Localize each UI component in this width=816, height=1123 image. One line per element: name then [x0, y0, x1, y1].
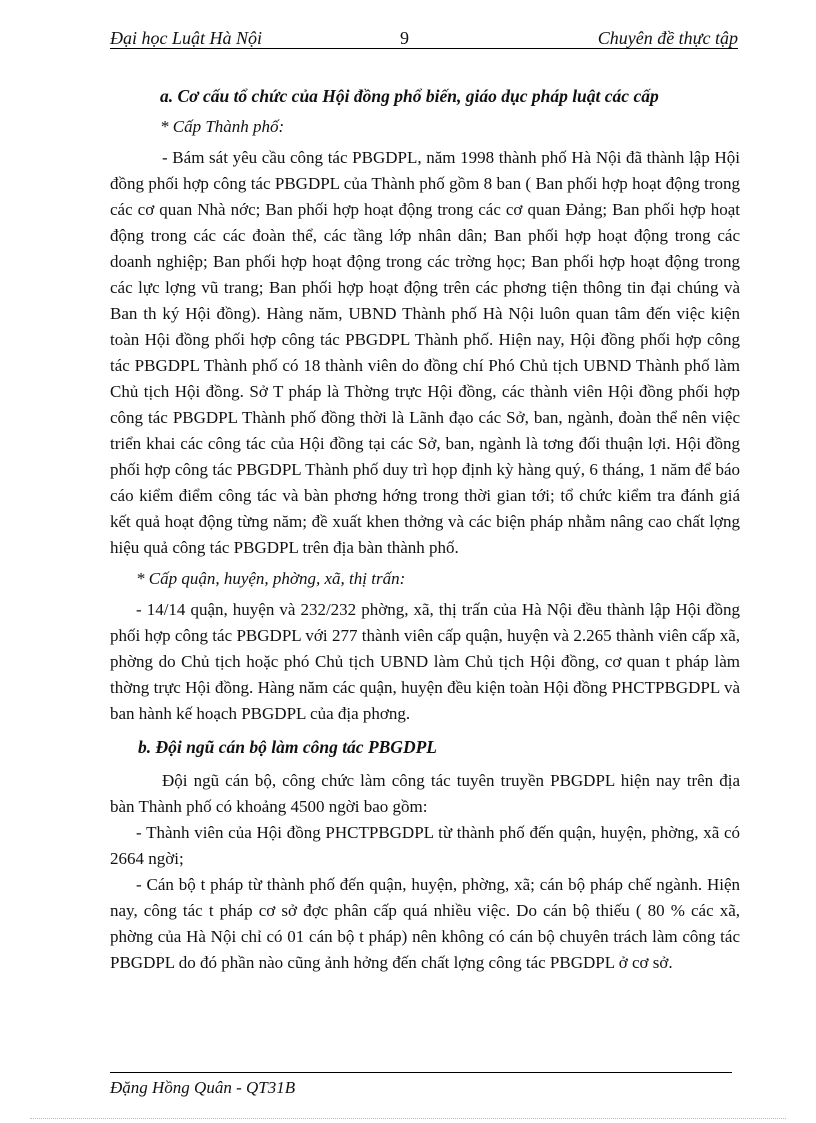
page-number: 9	[400, 28, 409, 48]
header-university: Đại học Luật Hà Nội	[110, 28, 263, 48]
page-header	[110, 24, 738, 49]
district-level-paragraph: - 14/14 quận, huyện và 232/232 phờng, xã, thị trấn của Hà Nội đều thành lập Hội đồng phối hợp công tác PBGDPL với 277 thành viên cấp quận, huyện và 2.265 thành viên cấp xã, phờng do Chủ tịch hoặc phó Chủ tịch UBND làm Chủ tịch Hội đồng, cơ quan t pháp làm thờng trực Hội đồng. Hàng năm các quận, huyện đều kiện toàn Hội đồng PHCTPBGDPL và ban hành kế hoạch PBGDPL của địa phơng.	[110, 600, 740, 723]
staff-intro-paragraph: Đội ngũ cán bộ, công chức làm công tác tuyên truyền PBGDPL hiện nay trên địa bàn Thành phố có khoảng 4500 ngời bao gồm:	[110, 771, 740, 816]
header-document-type: Chuyên đề thực tập	[597, 28, 738, 48]
staff-officers-paragraph: - Cán bộ t pháp từ thành phố đến quận, huyện, phờng, xã; cán bộ pháp chế ngành. Hiện nay, công tác t pháp cơ sở đợc phân cấp quá nhiều việc. Do cán bộ thiếu ( 80 % các xã, phờng của Hà Nội chỉ có 01 cán bộ t pháp) nên không có cán bộ chuyên trách làm công tác PBGDPL do đó phần nào cũng ảnh hởng đến chất lợng công tác PBGDPL ở cơ sở.	[110, 875, 740, 972]
page-content	[110, 86, 740, 976]
city-level-heading: * Cấp Thành phố:	[160, 117, 285, 136]
footer-author: Đặng Hồng Quân - QT31B	[110, 1078, 296, 1097]
staff-members-paragraph: - Thành viên của Hội đồng PHCTPBGDPL từ thành phố đến quận, huyện, phờng, xã có 2664 ngời;	[110, 823, 740, 868]
page-bottom-border	[30, 1118, 786, 1119]
section-b-title: b. Đội ngũ cán bộ làm công tác PBGDPL	[138, 737, 437, 757]
city-level-paragraph: - Bám sát yêu cầu công tác PBGDPL, năm 1998 thành phố Hà Nội đã thành lập Hội đồng phối hợp công tác PBGDPL của Thành phố gồm 8 ban ( Ban phối hợp hoạt động trong các cơ quan Nhà nớc; Ban phối hợp hoạt động trong các cơ quan Đảng; Ban phối hợp hoạt động trong các các đoàn thể, các tầng lớp nhân dân; Ban phối hợp hoạt động trong các doanh nghiệp; Ban phối hợp hoạt động trong các trờng học; Ban phối hợp hoạt động trong các lực lợng vũ trang; Ban phối hợp hoạt động trên các phơng tiện thông tin đại chúng và Ban th ký Hội đồng). Hàng năm, UBND Thành phố Hà Nội luôn quan tâm đến việc kiện toàn Hội đồng phối hợp công tác PBGDPL Thành phố. Hiện nay, Hội đồng phối hợp công tác PBGDPL Thành phố có 18 thành viên do đồng chí Phó Chủ tịch UBND Thành phố làm Chủ tịch Hội đồng. Sở T pháp là Thờng trực Hội đồng, các thành viên Hội đồng phối hợp công tác PBGDPL Thành phố đồng thời là Lãnh đạo các Sở, ban, ngành, đoàn thể nên việc triển khai các công tác của Hội đồng tại các Sở, ban, ngành là tơng đối thuận lợi. Hội đồng phối hợp công tác PBGDPL Thành phố duy trì họp định kỳ hàng quý, 6 tháng, 1 năm để báo cáo kiểm điểm công tác và bàn phơng hớng trong thời gian tới; tổ chức kiểm tra đánh giá kết quả hoạt động từng năm; đề xuất khen thởng và các biện pháp nhằm nâng cao chất lợng hiệu quả công tác PBGDPL trên địa bàn thành phố.	[110, 148, 740, 557]
footer-rule	[110, 1072, 732, 1073]
section-a-title: a. Cơ cấu tổ chức của Hội đồng phổ biến, giáo dục pháp luật các cấp	[160, 86, 659, 106]
district-level-heading: * Cấp quận, huyện, phờng, xã, thị trấn:	[136, 569, 406, 588]
